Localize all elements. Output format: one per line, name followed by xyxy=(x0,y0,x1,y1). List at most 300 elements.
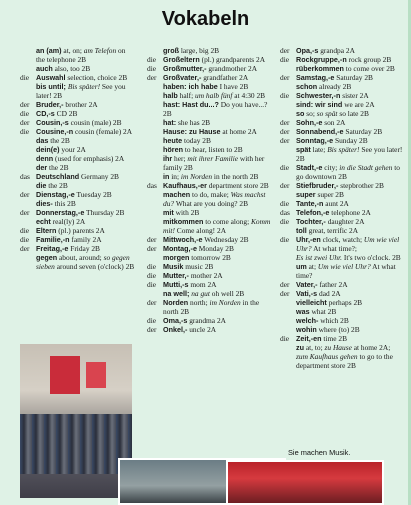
german-word: Montag,-e xyxy=(163,244,197,253)
example-gloss: on the telephone 2B xyxy=(36,46,126,64)
german-word: Norden xyxy=(163,298,189,307)
example-gloss: so late 2B xyxy=(339,109,369,118)
german-word: die xyxy=(36,181,47,190)
english-gloss: to come along; xyxy=(205,217,250,226)
vocab-entry xyxy=(147,253,272,262)
vocab-entry xyxy=(20,127,135,136)
english-gloss: father 2A xyxy=(319,280,348,289)
english-gloss: your 2A xyxy=(61,145,86,154)
english-gloss: the 2B xyxy=(49,163,69,172)
german-word: Uhr,-en xyxy=(296,235,321,244)
german-word: Hause: zu Hause xyxy=(163,127,221,136)
german-word: Mutti,-s xyxy=(163,280,189,289)
vocab-entry xyxy=(20,235,135,244)
vocab-entry xyxy=(147,55,272,64)
vocab-entry xyxy=(280,253,408,262)
vocab-column-2 xyxy=(147,46,272,334)
english-gloss: perhaps 2B xyxy=(328,298,363,307)
english-gloss: she has 2B xyxy=(178,118,211,127)
vocab-entry xyxy=(147,190,272,208)
english-gloss: Do you have...? 2B xyxy=(163,100,268,118)
example-phrase: zum Kaufhaus gehen xyxy=(296,352,358,361)
article: der xyxy=(147,325,157,334)
german-word: Tochter,- xyxy=(296,217,326,226)
vocab-entry xyxy=(147,298,272,316)
vocab-entry xyxy=(20,199,135,208)
vocab-entry xyxy=(20,217,135,226)
vocab-entry xyxy=(280,73,408,82)
german-word: Rockgruppe,-n xyxy=(296,55,347,64)
german-word: Cousine,-n xyxy=(36,127,74,136)
german-word: dein(e) xyxy=(36,145,60,154)
german-word: denn xyxy=(36,154,54,163)
english-gloss: cousin (female) 2A xyxy=(75,127,133,136)
vocab-entry xyxy=(147,82,272,91)
vocab-entry xyxy=(147,154,272,172)
example-phrase: Bis später! xyxy=(327,145,360,154)
english-gloss: daughter 2A xyxy=(327,217,365,226)
vocab-entry xyxy=(280,82,408,91)
german-word: Sonnabend,-e xyxy=(296,127,344,136)
example-phrase: Bis später! xyxy=(67,82,101,91)
article: die xyxy=(280,334,290,343)
german-word: mit xyxy=(163,208,174,217)
vocab-entry xyxy=(20,136,135,145)
german-word: Oma,-s xyxy=(163,316,188,325)
article: der xyxy=(147,298,157,307)
english-gloss: mom 2A xyxy=(190,280,217,289)
vocab-entry xyxy=(147,46,272,55)
example-phrase: um halb fünf xyxy=(195,91,233,100)
german-word: Donnerstag,-e xyxy=(36,208,85,217)
article: die xyxy=(147,64,157,73)
english-gloss: large, big 2B xyxy=(180,46,220,55)
english-gloss: Saturday 2B xyxy=(345,127,383,136)
article: der xyxy=(280,118,290,127)
english-gloss: telephone 2A xyxy=(331,208,371,217)
german-word: hat: xyxy=(163,118,177,127)
example-gloss: to go downtown 2B xyxy=(296,163,400,181)
example-gloss: See you later! 2B xyxy=(296,145,403,163)
vocab-entry xyxy=(280,262,408,280)
vocab-entry xyxy=(147,271,272,280)
german-word: um xyxy=(296,262,307,271)
article: der xyxy=(280,73,290,82)
vocab-entry xyxy=(280,91,408,100)
english-gloss: Friday 2B xyxy=(70,244,100,253)
german-word: Vati,-s xyxy=(296,289,318,298)
article: der xyxy=(20,190,30,199)
german-word: bis until; xyxy=(36,82,66,91)
vocab-entry xyxy=(147,136,272,145)
article: der xyxy=(280,289,290,298)
german-word: Dienstag,-e xyxy=(36,190,75,199)
english-gloss: at home 2A xyxy=(222,127,257,136)
sale-sign-small xyxy=(86,362,106,388)
english-gloss: Thursday 2B xyxy=(86,208,125,217)
example-gloss: It's two o'clock. 2B xyxy=(343,253,401,262)
german-word: Großmutter,- xyxy=(163,64,207,73)
vocab-column-3 xyxy=(280,46,408,370)
example-phrase: Was machst du? xyxy=(163,190,266,208)
german-word: super xyxy=(296,190,316,199)
vocab-entry xyxy=(20,82,135,100)
english-gloss: I have 2B xyxy=(219,82,249,91)
german-word: hast: Hast du...? xyxy=(163,100,219,109)
vocab-entry xyxy=(280,190,408,199)
article: der xyxy=(147,73,157,82)
article: der xyxy=(280,46,290,55)
german-word: Großvater,- xyxy=(163,73,202,82)
article: die xyxy=(20,73,30,82)
vocab-entry xyxy=(147,127,272,136)
clothing-rack xyxy=(20,414,132,474)
english-gloss: late; xyxy=(312,145,326,154)
english-gloss: to come over 2B xyxy=(345,64,395,73)
german-word: was xyxy=(296,307,310,316)
vocab-entry xyxy=(280,208,408,217)
example-phrase: im Norden xyxy=(209,298,241,307)
article: der xyxy=(20,244,30,253)
german-word: ihr xyxy=(163,154,173,163)
vocab-entry xyxy=(280,136,408,145)
english-gloss: (pl.) grandparents 2A xyxy=(201,55,266,64)
example-gloss: What are you doing? 2B xyxy=(175,199,249,208)
vocab-entry xyxy=(280,118,408,127)
english-gloss: Saturday 2B xyxy=(336,73,373,82)
german-word: so xyxy=(296,109,305,118)
article: die xyxy=(20,127,30,136)
vocab-entry xyxy=(147,325,272,334)
english-gloss: which 2B xyxy=(320,316,349,325)
english-gloss: the 2B xyxy=(48,181,68,190)
vocab-entry xyxy=(280,100,408,109)
english-gloss: dad 2A xyxy=(319,289,341,298)
vocab-entry xyxy=(147,244,272,253)
vocab-entry xyxy=(280,235,408,253)
english-gloss: grandfather 2A xyxy=(203,73,249,82)
example-gloss: At what time?; xyxy=(313,244,357,253)
english-gloss: already 2B xyxy=(319,82,352,91)
english-gloss: at; xyxy=(308,262,317,271)
vocab-entry xyxy=(147,172,272,181)
vocab-column-1 xyxy=(20,46,135,271)
german-word: Vater,- xyxy=(296,280,318,289)
english-gloss: sister 2A xyxy=(342,91,369,100)
german-word: wohin xyxy=(296,325,317,334)
article: der xyxy=(280,181,290,190)
german-word: Onkel,- xyxy=(163,325,188,334)
english-gloss: where (to) 2B xyxy=(318,325,360,334)
example-phrase: so gegen sieben xyxy=(36,253,130,271)
english-gloss: Sunday 2B xyxy=(335,136,368,145)
example-gloss: at 4:30 2B xyxy=(234,91,266,100)
german-word: dies- xyxy=(36,199,53,208)
english-gloss: today 2B xyxy=(184,136,211,145)
german-word: haben: ich habe xyxy=(163,82,218,91)
example-gloss: See you later! 2B xyxy=(36,82,126,100)
english-gloss: Germany 2B xyxy=(81,172,119,181)
german-word: halb xyxy=(163,91,178,100)
example-phrase: am Telefon xyxy=(83,46,117,55)
english-gloss: in; xyxy=(171,172,180,181)
english-gloss: son 2A xyxy=(324,118,346,127)
article: das xyxy=(280,208,290,217)
english-gloss: half; xyxy=(179,91,194,100)
example-phrase: Es ist zwei Uhr. xyxy=(296,253,342,262)
german-word: echt xyxy=(36,217,51,226)
vocab-entry xyxy=(280,109,408,118)
photo-caption: Sie machen Musik. xyxy=(288,448,351,457)
article: der xyxy=(20,208,30,217)
german-word: spät xyxy=(296,145,311,154)
example-gloss: to go to the department store 2B xyxy=(296,352,393,370)
german-word: Cousin,-s xyxy=(36,118,69,127)
vocab-entry xyxy=(147,100,272,118)
german-word: Bruder,- xyxy=(36,100,64,109)
article: der xyxy=(280,136,290,145)
example-gloss: with her family 2B xyxy=(163,154,265,172)
vocab-entry xyxy=(147,235,272,244)
german-word: vielleicht xyxy=(296,298,327,307)
article: der xyxy=(280,127,290,136)
german-word: in xyxy=(163,172,170,181)
german-word: an (am) xyxy=(36,46,62,55)
article: der xyxy=(20,118,30,127)
vocab-entry xyxy=(147,64,272,73)
german-word: Freitag,-e xyxy=(36,244,69,253)
german-word: zu xyxy=(296,343,304,352)
german-word: Musik xyxy=(163,262,184,271)
article: die xyxy=(280,235,290,244)
example-gloss: in the north 2B xyxy=(213,172,259,181)
vocab-entry xyxy=(20,64,135,73)
german-word: groß xyxy=(163,46,179,55)
article: der xyxy=(280,280,290,289)
vocab-entry xyxy=(280,181,408,190)
german-word: auch xyxy=(36,64,53,73)
vocab-entry xyxy=(20,226,135,235)
vocab-entry xyxy=(280,46,408,55)
vocab-entry xyxy=(147,262,272,271)
vocab-entry xyxy=(280,55,408,64)
vocab-entry xyxy=(280,307,408,316)
vocab-entry xyxy=(20,163,135,172)
vocab-entry xyxy=(20,190,135,199)
english-gloss: music 2B xyxy=(185,262,214,271)
vocab-entry xyxy=(280,352,408,370)
vocab-entry xyxy=(147,145,272,154)
german-word: Stadt,-e xyxy=(296,163,323,172)
english-gloss: great, terrific 2A xyxy=(308,226,359,235)
article: der xyxy=(147,235,157,244)
article: die xyxy=(147,271,157,280)
english-gloss: this 2B xyxy=(54,199,76,208)
english-gloss: cousin (male) 2B xyxy=(70,118,122,127)
vocab-entry xyxy=(20,154,135,163)
vocab-entry xyxy=(20,253,135,271)
english-gloss: Tuesday 2B xyxy=(76,190,112,199)
article: die xyxy=(20,226,30,235)
article: die xyxy=(280,217,290,226)
vocab-entry xyxy=(280,127,408,136)
vocab-entry xyxy=(280,226,408,235)
example-phrase: Um wie viel Uhr? xyxy=(296,235,400,253)
vocab-entry xyxy=(147,208,272,217)
article: die xyxy=(20,235,30,244)
article: die xyxy=(147,316,157,325)
english-gloss: also, too 2B xyxy=(54,64,91,73)
example-gloss: in the north 2B xyxy=(163,298,260,316)
english-gloss: with 2B xyxy=(175,208,200,217)
german-word: Kaufhaus,-er xyxy=(163,181,207,190)
german-word: Stiefbruder,- xyxy=(296,181,339,190)
vocab-entry xyxy=(280,316,408,325)
german-word: Eltern xyxy=(36,226,57,235)
vocab-entry xyxy=(20,172,135,181)
german-word: Großeltern xyxy=(163,55,200,64)
example-phrase: so spät xyxy=(316,109,338,118)
vocab-entry xyxy=(147,118,272,127)
example-phrase: zu Hause xyxy=(324,343,352,352)
english-gloss: Monday 2B xyxy=(198,244,234,253)
german-word: na well; xyxy=(163,289,190,298)
english-gloss: CD 2B xyxy=(56,109,78,118)
sale-sign xyxy=(50,356,80,394)
english-gloss: to hear, listen to 2B xyxy=(184,145,243,154)
german-word: Mittwoch,-e xyxy=(163,235,203,244)
german-word: rüberkommen xyxy=(296,64,344,73)
article: die xyxy=(147,55,157,64)
store-photo xyxy=(20,344,132,498)
english-gloss: city; xyxy=(324,163,338,172)
vocab-entry xyxy=(280,289,408,298)
vocab-entry xyxy=(280,199,408,208)
english-gloss: grandmother 2A xyxy=(208,64,258,73)
vocab-entry xyxy=(280,217,408,226)
german-word: CD,-s xyxy=(36,109,55,118)
example-phrase: Komm mit! xyxy=(163,217,271,235)
german-word: welch- xyxy=(296,316,319,325)
german-word: Mutter,- xyxy=(163,271,189,280)
german-word: schon xyxy=(296,82,318,91)
english-gloss: grandma 2A xyxy=(189,316,226,325)
vocab-entry xyxy=(280,145,408,163)
article: die xyxy=(280,55,290,64)
vocab-entry xyxy=(20,181,135,190)
vocab-entry xyxy=(280,334,408,343)
english-gloss: aunt 2A xyxy=(325,199,349,208)
german-word: sind: wir sind xyxy=(296,100,343,109)
example-gloss: Come along! 2A xyxy=(176,226,227,235)
article: der xyxy=(20,100,30,109)
english-gloss: rock group 2B xyxy=(348,55,392,64)
english-gloss: at, to; xyxy=(305,343,323,352)
vocab-entry xyxy=(147,73,272,82)
german-word: Auswahl xyxy=(36,73,66,82)
english-gloss: department store 2B xyxy=(208,181,269,190)
german-word: der xyxy=(36,163,48,172)
german-word: heute xyxy=(163,136,183,145)
german-word: gegen xyxy=(36,253,58,262)
english-gloss: north; xyxy=(190,298,208,307)
example-phrase: mit ihrer Familie xyxy=(187,154,239,163)
article: das xyxy=(20,172,30,181)
german-word: Schwester,-n xyxy=(296,91,341,100)
vocab-entry xyxy=(147,316,272,325)
vocab-entry xyxy=(20,109,135,118)
english-gloss: so; xyxy=(306,109,315,118)
article: die xyxy=(20,109,30,118)
vocab-entry xyxy=(20,118,135,127)
article: die xyxy=(280,91,290,100)
english-gloss: about, around; xyxy=(59,253,102,262)
vocab-entry xyxy=(147,91,272,100)
german-word: Sohn,-e xyxy=(296,118,323,127)
article: die xyxy=(147,280,157,289)
english-gloss: (pl.) parents 2A xyxy=(58,226,105,235)
german-word: Opa,-s xyxy=(296,46,319,55)
german-word: morgen xyxy=(163,253,190,262)
english-gloss: clock, watch; xyxy=(322,235,363,244)
german-word: Telefon,-e xyxy=(296,208,330,217)
example-phrase: na gut xyxy=(191,289,210,298)
english-gloss: to do, make; xyxy=(192,190,229,199)
vocab-entry xyxy=(280,163,408,181)
vocab-entry xyxy=(280,343,408,352)
english-gloss: grandpa 2A xyxy=(320,46,355,55)
vocab-entry xyxy=(280,298,408,307)
vocab-entry xyxy=(147,181,272,190)
vocab-entry xyxy=(280,280,408,289)
german-word: machen xyxy=(163,190,191,199)
vocab-entry xyxy=(147,217,272,235)
english-gloss: Wednesday 2B xyxy=(204,235,249,244)
english-gloss: we are 2A xyxy=(344,100,375,109)
vocab-entry xyxy=(20,244,135,253)
article: das xyxy=(147,181,157,190)
english-gloss: her; xyxy=(174,154,186,163)
german-word: Samstag,-e xyxy=(296,73,335,82)
example-gloss: oh well 2B xyxy=(211,289,245,298)
english-gloss: real(ly) 2A xyxy=(52,217,86,226)
english-gloss: brother 2A xyxy=(65,100,98,109)
vocab-entry xyxy=(147,280,272,289)
article: die xyxy=(280,199,290,208)
german-word: Familie,-n xyxy=(36,235,70,244)
english-gloss: stepbrother 2B xyxy=(340,181,384,190)
vocab-entry xyxy=(280,325,408,334)
english-gloss: the 2B xyxy=(50,136,70,145)
vocab-entry xyxy=(20,73,135,82)
example-phrase: in die Stadt gehen xyxy=(339,163,393,172)
band-photo xyxy=(226,460,384,505)
english-gloss: (used for emphasis) 2A xyxy=(55,154,125,163)
german-word: das xyxy=(36,136,49,145)
german-word: Sonntag,-e xyxy=(296,136,334,145)
german-word: Deutschland xyxy=(36,172,80,181)
german-word: mitkommen xyxy=(163,217,204,226)
german-word: Zeit,-en xyxy=(296,334,322,343)
english-gloss: what 2B xyxy=(311,307,337,316)
page-title: Vokabeln xyxy=(161,8,250,30)
example-phrase: Um wie viel Uhr? xyxy=(317,262,371,271)
vocab-entry xyxy=(20,100,135,109)
german-word: Tante,-n xyxy=(296,199,324,208)
vocab-entry xyxy=(147,289,272,298)
english-gloss: mother 2A xyxy=(190,271,223,280)
article: der xyxy=(147,244,157,253)
